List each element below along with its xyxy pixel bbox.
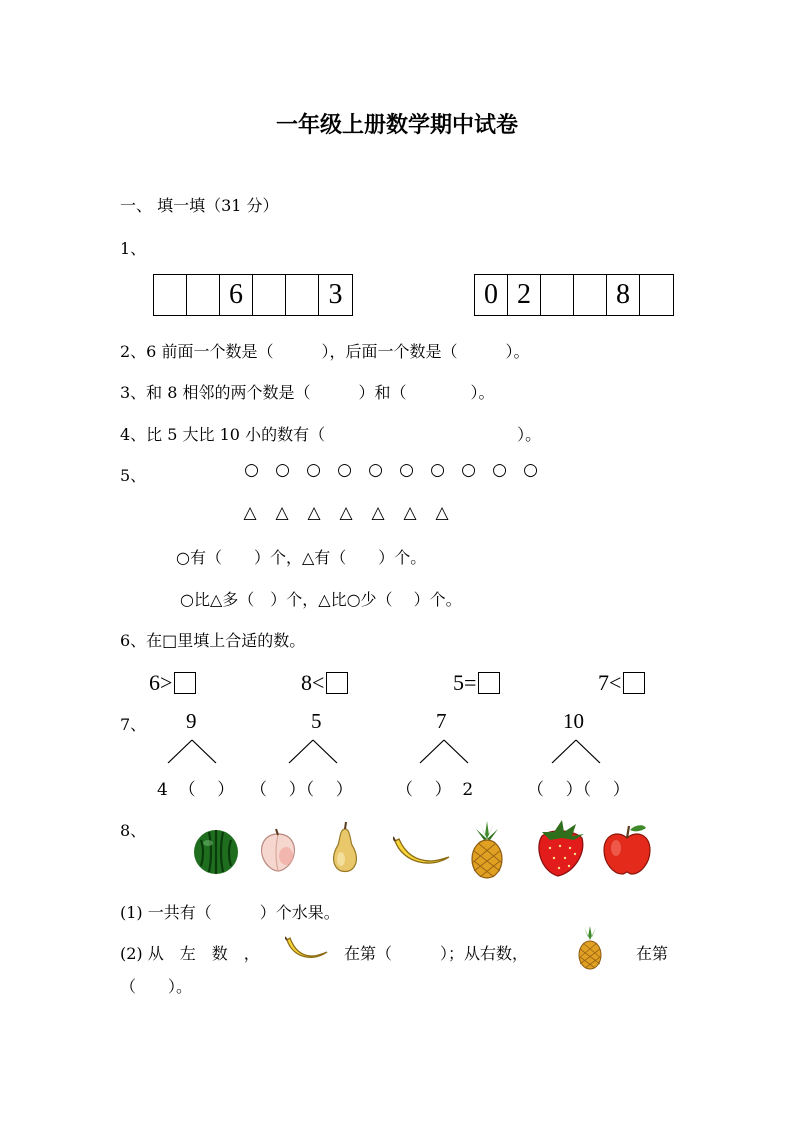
triangle-icon: △ (403, 503, 417, 523)
q1-label: 1、 (120, 239, 147, 258)
box-cell[interactable]: 2 (508, 275, 541, 315)
q5-label: 5、 (120, 466, 147, 485)
circle-icon: ○ (492, 460, 507, 480)
q7-label: 7、 (120, 715, 147, 734)
circle-icon: ○ (523, 460, 538, 480)
tree-top-number: 5 (311, 709, 322, 733)
triangle-icon: △ (371, 503, 385, 523)
box-cell[interactable]: 6 (220, 275, 253, 315)
section-heading: 一、 填一填（31 分） (120, 196, 279, 215)
banana-icon (285, 934, 329, 966)
circle-icon: ○ (306, 460, 321, 480)
circle-icon: ○ (244, 460, 259, 480)
tree-top-number: 10 (563, 709, 584, 733)
tree-bottom: （ ）（ ） (250, 780, 353, 800)
tree-bottom: （ ）（ ） (527, 780, 630, 800)
q5-line2: ○比△多（ ）个，△比○少（ ）个。 (180, 590, 462, 609)
peach-icon (255, 826, 301, 874)
box-cell[interactable]: 3 (328, 279, 343, 310)
q8-part1: (1) 一共有（ ）个水果。 (120, 903, 340, 922)
tree-top-number: 9 (186, 709, 197, 733)
q6-text: 6、在□里填上合适的数。 (120, 631, 306, 650)
tree-bottom: （ ） 2 (396, 780, 474, 800)
pineapple-icon (575, 926, 605, 970)
triangle-icon: △ (243, 503, 257, 523)
circle-icon: ○ (275, 460, 290, 480)
page-title: 一年级上册数学期中试卷 (275, 112, 518, 138)
q8-label: 8、 (120, 821, 147, 840)
pineapple-icon (468, 821, 506, 879)
triangle-icon: △ (275, 503, 289, 523)
q8-part2-middle: 在第（ ）；从右数， (344, 944, 529, 963)
apple-icon (600, 822, 654, 876)
compare-text: 8< (301, 670, 325, 695)
tree-top-number: 7 (436, 709, 447, 733)
watermelon-icon (191, 826, 241, 876)
strawberry-icon (532, 818, 590, 878)
box-cell[interactable]: 0 (475, 275, 508, 315)
compare-text: 5= (453, 670, 477, 695)
q8-part2-lead: (2) 从 左 数 ， (120, 944, 260, 963)
circle-icon: ○ (368, 460, 383, 480)
q2-text: 2、6 前面一个数是（ ），后面一个数是（ ）。 (120, 342, 530, 361)
banana-icon (393, 833, 451, 871)
triangle-icon: △ (435, 503, 449, 523)
circle-icon: ○ (337, 460, 352, 480)
triangle-icon: △ (339, 503, 353, 523)
q8-part2-tail: 在第 (636, 944, 669, 963)
q8-part2-end: （ ）。 (120, 977, 193, 996)
box-cell[interactable]: 8 (607, 275, 640, 315)
circle-icon: ○ (461, 460, 476, 480)
compare-text: 6> (149, 670, 173, 695)
q4-text: 4、比 5 大比 10 小的数有（ ）。 (120, 425, 542, 444)
circle-icon: ○ (430, 460, 445, 480)
tree-bottom: 4 （ ） (157, 780, 235, 800)
pear-icon (328, 821, 362, 875)
q3-text: 3、和 8 相邻的两个数是（ ）和（ ）。 (120, 383, 495, 402)
circle-icon: ○ (399, 460, 414, 480)
q5-line1: ○有（ ）个，△有（ ）个。 (176, 548, 427, 567)
triangle-icon: △ (307, 503, 321, 523)
compare-text: 7< (598, 670, 622, 695)
